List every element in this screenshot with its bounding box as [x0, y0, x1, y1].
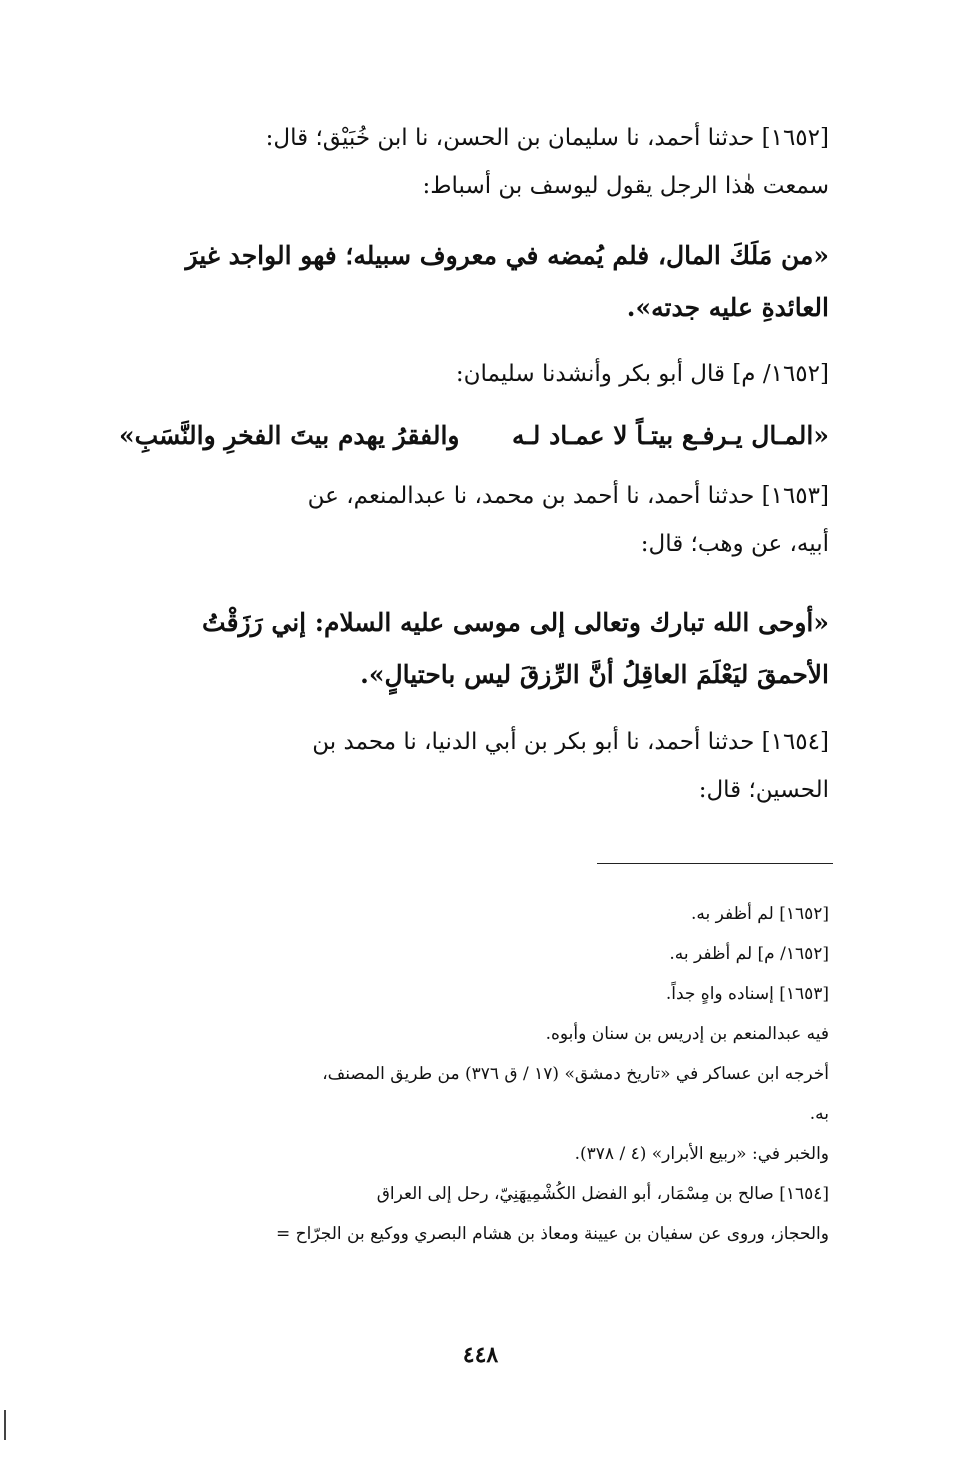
footnote-line: به.	[809, 1104, 829, 1124]
footnote-line: [١٦٥٣] إسناده واهٍ جداً.	[665, 984, 829, 1004]
quotation-1652	[129, 230, 829, 334]
poetry-verse	[119, 410, 829, 462]
footnote-line: والخبر في: «ربيع الأبرار» (٤ / ٣٧٨).	[574, 1144, 829, 1164]
footnote-line: أخرجه ابن عساكر في «تاريخ دمشق» (١٧ / ق ٣٧٦) من طريق المصنف،	[322, 1064, 829, 1084]
hadith-paragraph-1652m	[129, 350, 829, 398]
scan-edge-mark	[4, 1410, 6, 1440]
text-line: [١٦٥٢/ م] قال أبو بكر وأنشدنا سليمان:	[455, 361, 829, 387]
text-line: [١٦٥٢] حدثنا أحمد، نا سليمان بن الحسن، نا ابن خُبَيْق؛ قال:	[265, 125, 829, 151]
quotation-1653	[129, 597, 829, 701]
footnote-separator	[597, 863, 833, 864]
hadith-paragraph-1652	[129, 114, 829, 210]
footnote-line: [١٦٥٢/ م] لم أظفر به.	[669, 944, 829, 964]
text-line: [١٦٥٤] حدثنا أحمد، نا أبو بكر بن أبي الدنيا، نا محمد بن	[312, 729, 829, 755]
page-number: ٤٤٨	[462, 1342, 499, 1368]
quote-line: الأحمقَ ليَعْلَمَ العاقِلُ أنَّ الرِّزقَ ليس باحتيالٍ».	[360, 660, 829, 689]
footnotes	[124, 894, 829, 1254]
hadith-paragraph-1653	[129, 472, 829, 568]
text-line: سمعت هٰذا الرجل يقول ليوسف بن أسباط:	[422, 173, 829, 199]
quote-line: «أوحى الله تبارك وتعالى إلى موسى عليه السلام: إني رَزَقْتُ	[202, 608, 829, 637]
text-line: أبيه، عن وهب؛ قال:	[640, 531, 829, 557]
footnote-line: [١٦٥٤] صالح بن مِسْمَار، أبو الفضل الكُشْمِيهَنِيّ، رحل إلى العراق	[376, 1184, 829, 1204]
verse-second-hemistich: والفقرُ يهدم بيتَ الفخرِ والنَّسَبِ»	[119, 421, 460, 450]
quote-line: العائدةِ عليه جدته».	[626, 293, 829, 322]
quote-line: «من مَلَكَ المال، فلم يُمضه في معروف سبيله؛ فهو الواجد غيرَ	[185, 241, 829, 270]
footnote-line: والحجاز، وروى عن سفيان بن عيينة ومعاذ بن هشام البصري ووكيع بن الجرّاح =	[276, 1224, 829, 1244]
footnote-line: [١٦٥٢] لم أظفر به.	[691, 904, 829, 924]
verse-first-hemistich: «المـال يـرفـع بيتـاً لا عمـاد لـه	[512, 421, 829, 450]
hadith-paragraph-1654	[129, 718, 829, 814]
text-line: الحسين؛ قال:	[698, 777, 829, 803]
text-line: [١٦٥٣] حدثنا أحمد، نا أحمد بن محمد، نا عبدالمنعم، عن	[307, 483, 829, 509]
footnote-line: فيه عبدالمنعم بن إدريس بن سنان وأبوه.	[545, 1024, 829, 1044]
